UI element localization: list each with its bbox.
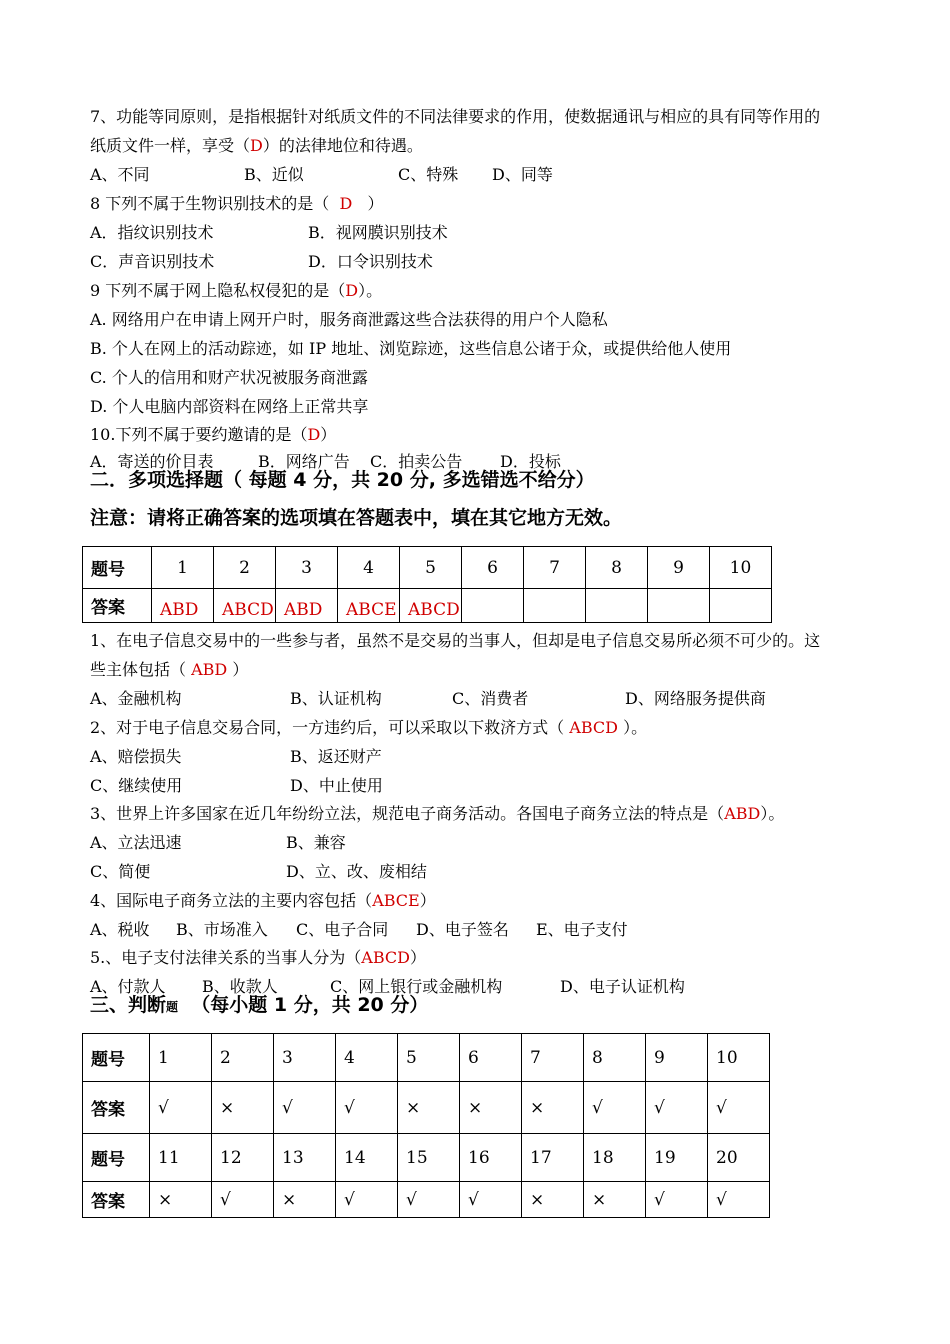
m4-stem: 4、国际电子商务立法的主要内容包括（ABCE） bbox=[90, 891, 436, 910]
q10-option-b: B．网络广告 bbox=[258, 452, 350, 471]
m5-option-b: B、收款人 bbox=[202, 977, 278, 996]
m2-option-d: D、中止使用 bbox=[290, 776, 383, 795]
table-cell: 1 bbox=[150, 1034, 212, 1082]
table-cell: 5 bbox=[398, 1034, 460, 1082]
q9-stem: 9 下列不属于网上隐私权侵犯的是（D）。 bbox=[90, 281, 383, 300]
m2-answer: ABCD bbox=[569, 718, 618, 737]
table-answer-cell: √ bbox=[646, 1182, 708, 1218]
table-answer-cell: √ bbox=[460, 1182, 522, 1218]
q8-stem: 8 下列不属于生物识别技术的是（ D ） bbox=[90, 194, 384, 213]
q10-option-a: A．寄送的价目表 bbox=[90, 452, 214, 471]
table-row bbox=[83, 547, 772, 589]
table-answer-cell bbox=[524, 589, 586, 623]
section3-title: 三、判断题 （每小题 1 分，共 20 分） bbox=[90, 994, 429, 1016]
q7-option-d: D、同等 bbox=[492, 165, 553, 184]
m4-option-a: A、税收 bbox=[90, 920, 150, 939]
table-answer-cell: × bbox=[150, 1182, 212, 1218]
table-answer-cell: ABCD bbox=[214, 589, 276, 623]
table-cell: 2 bbox=[214, 547, 276, 589]
table-row bbox=[83, 1134, 770, 1182]
table-cell: 3 bbox=[274, 1034, 336, 1082]
table-row bbox=[83, 1034, 770, 1082]
table-answer-cell: √ bbox=[212, 1182, 274, 1218]
table-cell: 17 bbox=[522, 1134, 584, 1182]
q8-option-c: C．声音识别技术 bbox=[90, 252, 215, 271]
table-label-number: 题号 bbox=[83, 547, 152, 589]
table-answer-cell bbox=[648, 589, 710, 623]
q10-option-d: D．投标 bbox=[500, 452, 561, 471]
table-label-answer: 答案 bbox=[83, 1182, 150, 1218]
table-cell: 12 bbox=[212, 1134, 274, 1182]
table-answer-cell: √ bbox=[708, 1182, 770, 1218]
table-cell: 1 bbox=[152, 547, 214, 589]
table-answer-cell: √ bbox=[336, 1182, 398, 1218]
q8-answer: D bbox=[339, 194, 353, 213]
q10-option-c: C．拍卖公告 bbox=[370, 452, 463, 471]
table-answer-cell: × bbox=[522, 1082, 584, 1134]
table-answer-cell: ABCE bbox=[338, 589, 400, 623]
m3-option-b: B、兼容 bbox=[286, 833, 346, 852]
table-cell: 3 bbox=[276, 547, 338, 589]
table-answer-cell: × bbox=[584, 1182, 646, 1218]
m1-option-b: B、认证机构 bbox=[290, 689, 382, 708]
table-cell: 7 bbox=[524, 547, 586, 589]
table-answer-cell: √ bbox=[336, 1082, 398, 1134]
m1-stem-line1: 1、在电子信息交易中的一些参与者，虽然不是交易的当事人，但却是电子信息交易所必须不可少的。这 bbox=[90, 631, 821, 650]
table-cell: 4 bbox=[338, 547, 400, 589]
table-answer-cell: √ bbox=[584, 1082, 646, 1134]
table-cell: 9 bbox=[646, 1034, 708, 1082]
m2-option-b: B、返还财产 bbox=[290, 747, 382, 766]
m2-option-a: A、赔偿损失 bbox=[90, 747, 182, 766]
table-answer-cell: × bbox=[274, 1182, 336, 1218]
table-cell: 6 bbox=[460, 1034, 522, 1082]
table-label-answer: 答案 bbox=[83, 589, 152, 623]
m5-answer: ABCD bbox=[361, 948, 410, 967]
table-answer-cell: ABD bbox=[152, 589, 214, 623]
table-row bbox=[83, 589, 772, 623]
table-cell: 11 bbox=[150, 1134, 212, 1182]
table-answer-cell: √ bbox=[646, 1082, 708, 1134]
table-cell: 9 bbox=[648, 547, 710, 589]
table-row bbox=[83, 1082, 770, 1134]
table-cell: 2 bbox=[212, 1034, 274, 1082]
m5-option-d: D、电子认证机构 bbox=[560, 977, 685, 996]
m3-stem: 3、世界上许多国家在近几年纷纷立法，规范电子商务活动。各国电子商务立法的特点是（ABD）。 bbox=[90, 804, 785, 823]
m1-option-a: A、金融机构 bbox=[90, 689, 182, 708]
m3-option-c: C、简便 bbox=[90, 862, 151, 881]
table-answer-cell bbox=[586, 589, 648, 623]
table-cell: 13 bbox=[274, 1134, 336, 1182]
m1-option-d: D、网络服务提供商 bbox=[625, 689, 766, 708]
q7-option-b: B、近似 bbox=[244, 165, 304, 184]
m4-option-d: D、电子签名 bbox=[416, 920, 509, 939]
table-answer-cell: × bbox=[522, 1182, 584, 1218]
table-cell: 5 bbox=[400, 547, 462, 589]
table-answer-cell: × bbox=[460, 1082, 522, 1134]
table-cell: 20 bbox=[708, 1134, 770, 1182]
table-answer-cell: × bbox=[212, 1082, 274, 1134]
m5-option-a: A、付款人 bbox=[90, 977, 166, 996]
table-answer-cell: √ bbox=[398, 1182, 460, 1218]
q9-option-c: C. 个人的信用和财产状况被服务商泄露 bbox=[90, 368, 368, 387]
table-answer-cell: √ bbox=[274, 1082, 336, 1134]
q8-option-b: B．视网膜识别技术 bbox=[308, 223, 448, 242]
m3-option-a: A、立法迅速 bbox=[90, 833, 182, 852]
m2-option-c: C、继续使用 bbox=[90, 776, 183, 795]
table-cell: 7 bbox=[522, 1034, 584, 1082]
q10-answer: D bbox=[307, 425, 321, 444]
q8-option-a: A．指纹识别技术 bbox=[90, 223, 214, 242]
section2-notice: 注意：请将正确答案的选项填在答题表中，填在其它地方无效。 bbox=[90, 507, 623, 529]
q7-stem-line2: 纸质文件一样，享受（D）的法律地位和待遇。 bbox=[90, 136, 423, 155]
section2-title: 二．多项选择题（ 每题 4 分，共 20 分, 多选错选不给分） bbox=[90, 469, 595, 491]
table-cell: 8 bbox=[584, 1034, 646, 1082]
table-cell: 14 bbox=[336, 1134, 398, 1182]
table-cell: 4 bbox=[336, 1034, 398, 1082]
table-cell: 10 bbox=[710, 547, 772, 589]
m1-answer: ABD bbox=[191, 660, 228, 679]
table-answer-cell bbox=[462, 589, 524, 623]
m3-answer: ABD bbox=[724, 804, 761, 823]
table-label-number: 题号 bbox=[83, 1034, 150, 1082]
q7-stem-line1: 7、功能等同原则，是指根据针对纸质文件的不同法律要求的作用，使数据通讯与相应的具有同等作用的 bbox=[90, 107, 821, 126]
section2-answer-table bbox=[82, 546, 772, 623]
table-cell: 19 bbox=[646, 1134, 708, 1182]
m1-option-c: C、消费者 bbox=[452, 689, 529, 708]
q9-answer: D bbox=[345, 281, 359, 300]
q8-option-d: D．口令识别技术 bbox=[308, 252, 433, 271]
q10-stem: 10.下列不属于要约邀请的是（D） bbox=[90, 425, 337, 444]
table-label-number: 题号 bbox=[83, 1134, 150, 1182]
table-answer-cell: √ bbox=[708, 1082, 770, 1134]
m5-option-c: C、网上银行或金融机构 bbox=[330, 977, 503, 996]
table-cell: 15 bbox=[398, 1134, 460, 1182]
m4-option-b: B、市场准入 bbox=[176, 920, 268, 939]
table-answer-cell: × bbox=[398, 1082, 460, 1134]
table-row bbox=[83, 1182, 770, 1218]
table-cell: 8 bbox=[586, 547, 648, 589]
m5-stem: 5.、电子支付法律关系的当事人分为（ABCD） bbox=[90, 948, 426, 967]
table-answer-cell bbox=[710, 589, 772, 623]
table-label-answer: 答案 bbox=[83, 1082, 150, 1134]
table-cell: 10 bbox=[708, 1034, 770, 1082]
m4-answer: ABCE bbox=[372, 891, 420, 910]
m3-option-d: D、立、改、废相结 bbox=[286, 862, 427, 881]
q7-option-c: C、特殊 bbox=[398, 165, 459, 184]
m1-stem-line2: 些主体包括（ ABD ） bbox=[90, 660, 249, 679]
table-answer-cell: √ bbox=[150, 1082, 212, 1134]
m2-stem: 2、对于电子信息交易合同，一方违约后，可以采取以下救济方式（ ABCD ）。 bbox=[90, 718, 648, 737]
q7-option-a: A、不同 bbox=[90, 165, 150, 184]
table-cell: 18 bbox=[584, 1134, 646, 1182]
table-cell: 6 bbox=[462, 547, 524, 589]
q9-option-d: D. 个人电脑内部资料在网络上正常共享 bbox=[90, 397, 369, 416]
m4-option-e: E、电子支付 bbox=[536, 920, 628, 939]
q9-option-b: B. 个人在网上的活动踪迹，如 IP 地址、浏览踪迹，这些信息公诸于众，或提供给他人使用 bbox=[90, 339, 732, 358]
q9-option-a: A. 网络用户在申请上网开户时，服务商泄露这些合法获得的用户个人隐私 bbox=[90, 310, 608, 329]
m4-option-c: C、电子合同 bbox=[296, 920, 389, 939]
table-answer-cell: ABD bbox=[276, 589, 338, 623]
q7-answer: D bbox=[250, 136, 263, 155]
table-answer-cell: ABCD bbox=[400, 589, 462, 623]
table-cell: 16 bbox=[460, 1134, 522, 1182]
section3-answer-table bbox=[82, 1033, 770, 1218]
